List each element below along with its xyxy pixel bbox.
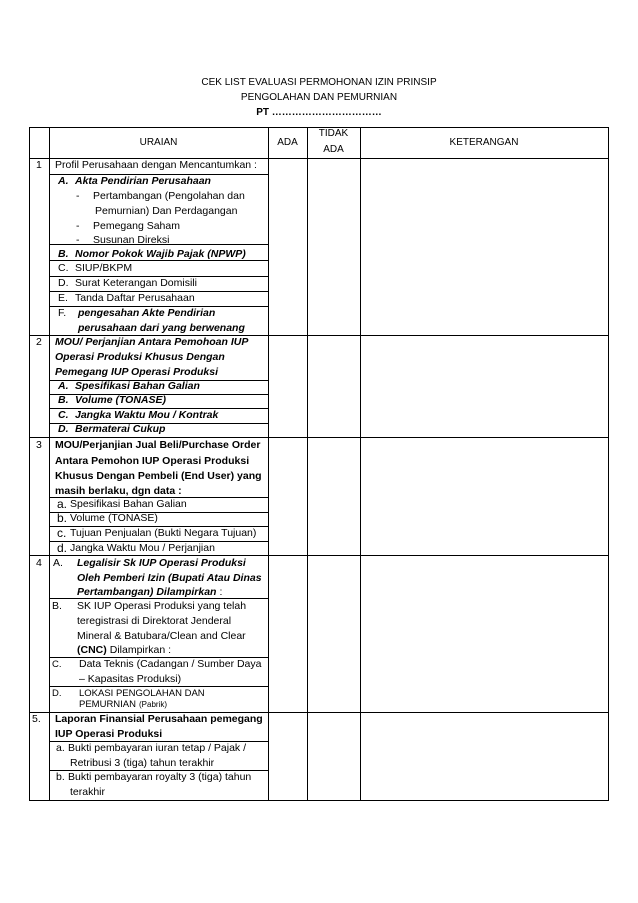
subitem-text: Volume (TONASE) [75,394,167,406]
subitem-label: E. [58,292,68,304]
subitem-label: F. [58,307,67,319]
subitem-text: Pertambangan) Dilampirkan [77,586,217,598]
tidak-ada-cell [307,555,360,712]
ada-cell [268,555,307,712]
header-tidak-ada-line2: ADA [323,144,344,155]
item-heading: Profil Perusahaan dengan Mencantumkan : [55,159,257,171]
item-number: 1 [36,159,42,171]
item-heading: Antara Pemohon IUP Operasi Produksi [55,455,250,467]
item-heading: Pemegang IUP Operasi Produksi [55,366,218,378]
subitem-text: terakhir [70,786,106,798]
keterangan-cell [360,437,608,555]
subitem-label: D. [52,688,62,699]
subitem-text: Volume (TONASE) [70,512,158,524]
subitem-label: d. [57,541,68,555]
document-title: CEK LIST EVALUASI PERMOHONAN IZIN PRINSIP [201,77,437,88]
header-keterangan: KETERANGAN [449,137,519,148]
table-rule [608,127,609,801]
subitem-text: Spesifikasi Bahan Galian [70,498,187,510]
keterangan-cell [360,712,608,800]
item-heading: IUP Operasi Produksi [55,728,163,740]
subitem-text: LOKASI PENGOLAHAN DAN [79,688,205,699]
item-heading: Laporan Finansial Perusahaan pemegang [55,713,263,725]
keterangan-cell [360,335,608,437]
ada-cell [268,437,307,555]
subrow-rule [49,686,269,687]
header-tidak-ada-line1: TIDAK [318,128,349,139]
bullet-marker: - [76,220,80,232]
subitem-label: C. [58,262,69,274]
keterangan-cell [360,555,608,712]
tidak-ada-cell [307,437,360,555]
keterangan-cell [360,158,608,335]
subitem-label: B. [58,394,69,406]
table-rule [29,127,30,801]
item-heading: Khusus Dengan Pembeli (End User) yang [55,470,262,482]
subitem-label: A. [58,175,69,187]
item-heading: Operasi Produksi Khusus Dengan [55,351,225,363]
subitem-text: Nomor Pokok Wajib Pajak (NPWP) [75,248,246,260]
subitem-label: b. [57,511,68,525]
subitem-text-line [77,585,222,599]
subitem-text: Mineral & Batubara/Clean and Clear [77,630,246,642]
subitem-label: A. [53,557,63,569]
table-rule [49,127,50,801]
bullet-text: Pertambangan (Pengolahan dan [93,190,245,202]
subitem-text: Jangka Waktu Mou / Perjanjian [70,542,215,554]
subitem-label: D. [58,277,69,289]
bullet-marker: - [76,234,80,246]
item-number: 2 [36,336,42,348]
subitem-text: Data Teknis (Cadangan / Sumber Daya [79,658,262,670]
bullet-text: Susunan Direksi [93,234,170,246]
item-heading: masih berlaku, dgn data : [55,485,182,497]
subitem-text: perusahaan dari yang berwenang [78,322,245,334]
subitem-text: – Kapasitas Produksi) [79,673,182,685]
table-rule [29,800,609,801]
subitem-text: Bukti pembayaran iuran tetap / Pajak / [68,742,247,754]
subitem-label: b. [56,771,65,783]
subitem-label: A. [58,380,69,392]
item-number: 5. [32,713,41,725]
subitem-text: Legalisir Sk IUP Operasi Produksi [77,557,246,569]
subitem-text-line [79,699,167,710]
subitem-label: B. [58,248,69,260]
item-heading: MOU/ Perjanjian Antara Pemohoan IUP [55,336,249,348]
subitem-text: Tujuan Penjualan (Bukti Negara Tujuan) [70,527,257,539]
bullet-marker: - [76,190,80,202]
tidak-ada-cell [307,335,360,437]
subitem-label: D. [58,423,69,435]
subitem-text: Bermaterai Cukup [75,423,166,435]
bullet-text: Pemurnian) Dan Perdagangan [95,205,238,217]
subitem-text-line [77,643,171,657]
subitem-text: Akta Pendirian Perusahaan [75,175,211,187]
tidak-ada-cell [307,158,360,335]
subitem-text: Dilampirkan : [109,644,172,656]
subitem-label: C. [58,409,69,421]
subitem-text: PEMURNIAN [79,699,137,710]
item-number: 3 [36,439,42,451]
subitem-note: (Pabrik) [139,700,168,709]
subitem-label: B. [52,600,62,612]
subitem-text: Bukti pembayaran royalty 3 (tiga) tahun [68,771,252,783]
cnc-label: (CNC) [77,644,107,656]
subitem-text: Retribusi 3 (tiga) tahun terakhir [70,757,215,769]
subitem-label: c. [57,526,67,540]
subitem-text: pengesahan Akte Pendirian [78,307,216,319]
subitem-label: a. [56,742,65,754]
ada-cell [268,158,307,335]
document-subtitle: PENGOLAHAN DAN PEMURNIAN [240,92,398,103]
subitem-text: SK IUP Operasi Produksi yang telah [77,600,247,612]
subitem-text: Surat Keterangan Domisili [75,277,197,289]
subitem-label: a. [57,497,68,511]
subitem-text: SIUP/BKPM [75,262,133,274]
subitem-suffix: : [219,586,223,598]
ada-cell [268,335,307,437]
subitem-text: teregistrasi di Direktorat Jenderal [77,615,232,627]
ada-cell [268,712,307,800]
company-name-line: PT …………………………… [256,107,382,118]
item-number: 4 [36,557,42,569]
item-heading: MOU/Perjanjian Jual Beli/Purchase Order [55,439,261,451]
subitem-text: Oleh Pemberi Izin (Bupati Atau Dinas [77,572,262,584]
header-uraian: URAIAN [139,137,178,148]
subitem-text: Spesifikasi Bahan Galian [75,380,200,392]
subitem-text: Tanda Daftar Perusahaan [75,292,195,304]
subitem-text: Jangka Waktu Mou / Kontrak [75,409,219,421]
tidak-ada-cell [307,712,360,800]
subitem-label: C. [52,659,62,670]
bullet-text: Pemegang Saham [93,220,180,232]
header-ada: ADA [277,137,298,148]
